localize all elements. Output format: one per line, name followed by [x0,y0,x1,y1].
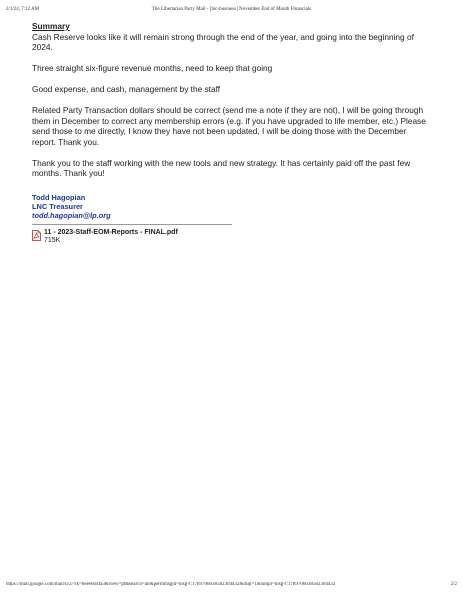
paragraph-thanks: Thank you to the staff working with the new tools and new strategy. It has certainly paid off the past few months. Thank you! [32,157,411,178]
signature-name: Todd Hagopian [32,192,86,202]
attachment-divider [32,224,232,225]
paragraph-revenue: Three straight six-figure revenue months, need to keep that going [32,63,273,73]
print-page-title: The Libertarian Party Mail - [lnc-business] November End of Month Financials [151,7,312,12]
signature [32,193,432,220]
email-body [32,21,432,246]
attachment-size: 715K [44,237,61,244]
attachment-filename[interactable]: 11 - 2023-Staff-EOM-Reports - FINAL.pdf [44,228,178,236]
paragraph-cash-reserve: Cash Reserve looks like it will remain strong through the end of the year, and going into the beginning of 2024. [32,31,414,52]
print-footer [6,582,457,587]
summary-heading: Summary [32,21,70,31]
attachment[interactable] [32,229,432,246]
print-header [6,7,457,12]
pdf-icon [32,230,41,241]
print-page-number: 2/2 [450,582,457,587]
paragraph-related-party: Related Party Transaction dollars should be correct (send me a note if they are not), I will be going through them in December to correct any membership errors (e.g. if you have upgraded to life member, etc.) Please send those to me directly, I know they have not been updated, I will be doing those with the December report. Thank you. [32,105,426,147]
print-url: https://mail.google.com/mail/u/2/?ik=8eee664fa3&view=pt&search=all&permmsgid=msg-f:1789706038582304432&dsqt=1&simpl=msg-f:1789706038582304432 [6,582,336,587]
signature-email-link[interactable]: todd.hagopian@lp.org [32,210,111,220]
signature-email [32,211,432,220]
attachment-info [44,229,178,246]
paragraph-expense: Good expense, and cash, management by the staff [32,84,221,94]
signature-role: LNC Treasurer [32,201,83,211]
print-datetime: 2/1/24, 7:12 AM [6,7,40,12]
